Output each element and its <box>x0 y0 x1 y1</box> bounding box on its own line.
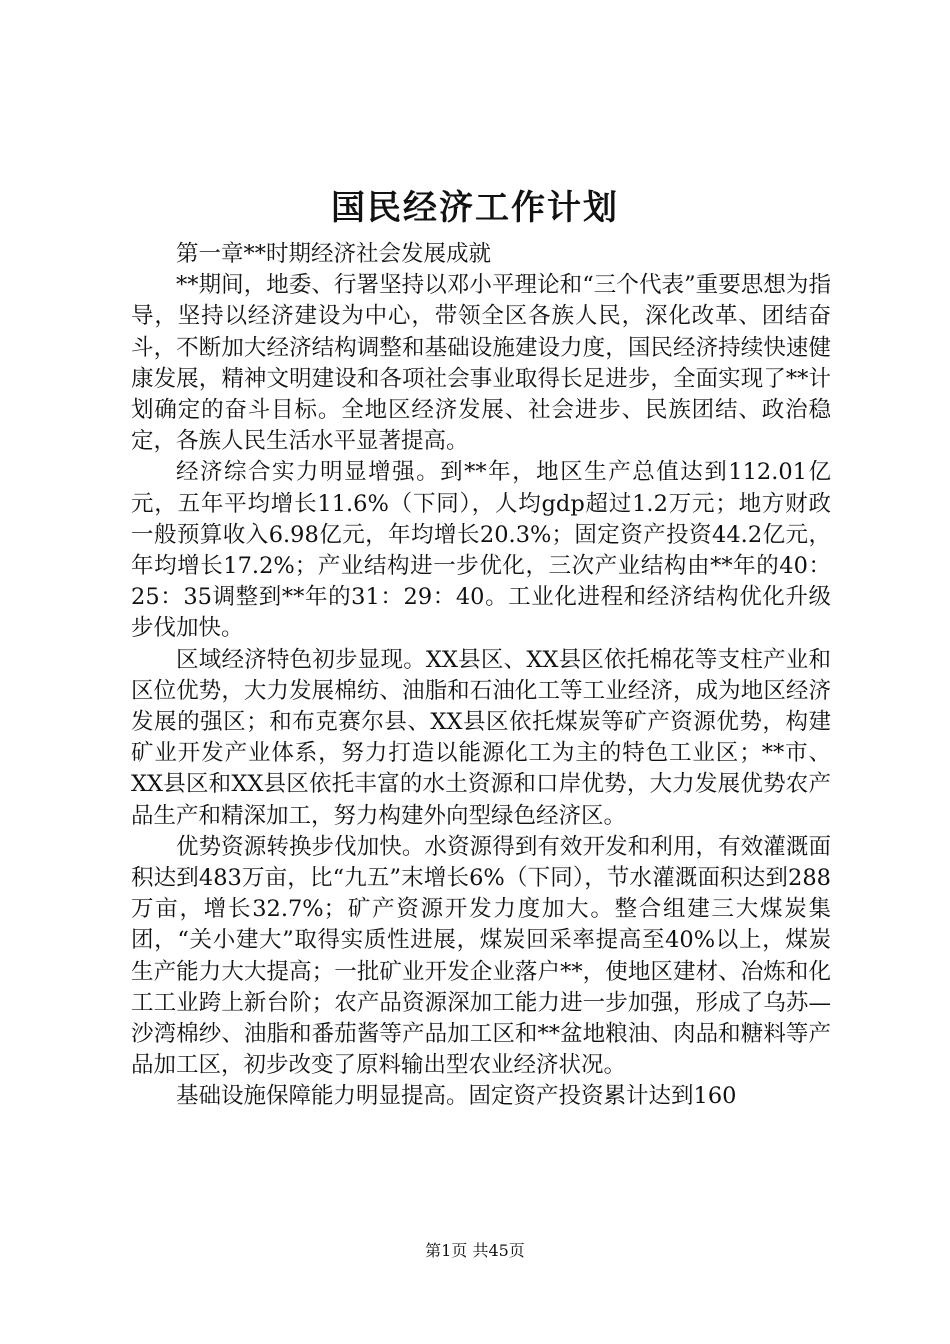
document-body <box>131 239 831 1113</box>
page-number-footer: 第1页 共45页 <box>425 1241 525 1260</box>
document-title: 国民经济工作计划 <box>331 188 619 228</box>
paragraph-infrastructure: 基础设施保障能力明显提高。固定资产投资累计达到160 <box>176 1083 737 1110</box>
chapter-heading: 第一章**时期经济社会发展成就 <box>176 241 492 267</box>
paragraph-intro: **期间，地委、行署坚持以邓小平理论和“三个代表”重要思想为指导，坚持以经济建设为中心，带领全区各族人民，深化改革、团结奋斗，不断加大经济结构调整和基础设施建设力度，国民经济持续快速健康发展，精神文明建设和各项社会事业取得长足进步，全面实现了**计划确定的奋斗目标。全地区经济发展、社会进步、民族团结、政治稳定，各族人民生活水平显著提高。 <box>131 272 831 455</box>
paragraph-resource-conversion: 优势资源转换步伐加快。水资源得到有效开发和利用，有效灌溉面积达到483万亩，比“九五”末增长6%（下同），节水灌溉面积达到288万亩，增长32.7%；矿产资源开发力度加大。整合组建三大煤炭集团，“关小建大”取得实质性进展，煤炭回采率提高至40%以上，煤炭生产能力大大提高；一批矿业开发企业落户**，使地区建材、冶炼和化工工业跨上新台阶；农产品资源深加工能力进一步加强，形成了乌苏—沙湾棉纱、油脂和番茄酱等产品加工区和**盆地粮油、肉品和糖料等产品加工区，初步改变了原料输出型农业经济状况。 <box>131 833 831 1079</box>
paragraph-regional-economy: 区域经济特色初步显现。XX县区、XX县区依托棉花等支柱产业和区位优势，大力发展棉纺、油脂和石油化工等工业经济，成为地区经济发展的强区；和布克赛尔县、XX县区依托煤炭等矿产资源优势，构建矿业开发产业体系，努力打造以能源化工为主的特色工业区；**市、XX县区和XX县区依托丰富的水土资源和口岸优势，大力发展优势农产品生产和精深加工，努力构建外向型绿色经济区。 <box>131 646 831 829</box>
paragraph-economic-strength: 经济综合实力明显增强。到**年，地区生产总值达到112.01亿元，五年平均增长11.6%（下同），人均gdp超过1.2万元；地方财政一般预算收入6.98亿元，年均增长20.3%；固定资产投资44.2亿元，年均增长17.2%；产业结构进一步优化，三次产业结构由**年的40：25：35调整到**年的31：29：40。工业化进程和经济结构优化升级步伐加快。 <box>131 459 831 642</box>
